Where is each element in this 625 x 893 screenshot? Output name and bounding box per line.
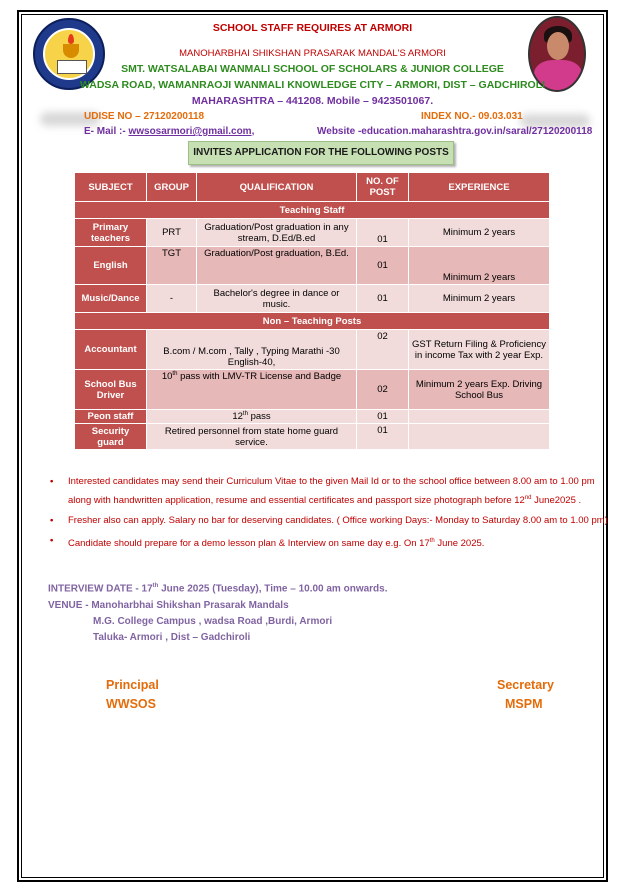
cell-group: - <box>147 285 197 313</box>
col-header-experience: EXPERIENCE <box>409 173 550 202</box>
qualification-pre: 12 <box>232 411 243 423</box>
list-item <box>48 533 608 552</box>
cell-subject: Primary teachers <box>75 219 147 247</box>
list-item <box>48 513 608 529</box>
cell-experience: Minimum 2 years <box>409 285 550 313</box>
principal-title: Principal <box>106 678 159 692</box>
col-header-group: GROUP <box>147 173 197 202</box>
qualification-sup: th <box>172 371 178 377</box>
cell-posts: 02 <box>357 330 409 370</box>
cell-group: TGT <box>147 247 197 285</box>
cell-group: PRT <box>147 219 197 247</box>
lamp-flame-icon <box>68 34 74 44</box>
cell-subject: Peon staff <box>75 410 147 424</box>
venue-label: VENUE - Manoharbhai Shikshan Prasarak Mandals <box>48 600 289 611</box>
cell-experience: Minimum 2 years Exp. Driving School Bus <box>409 370 550 410</box>
venue-line-3: Taluka- Armori , Dist – Gadchiroli <box>93 632 251 643</box>
table-header-row <box>75 173 550 202</box>
section-non-teaching-label: Non – Teaching Posts <box>75 313 550 330</box>
secretary-org: MSPM <box>505 697 543 711</box>
secretary-title: Secretary <box>497 678 554 692</box>
table-row <box>75 410 550 424</box>
venue-line-2: M.G. College Campus , wadsa Road ,Burdi, Armori <box>93 616 333 627</box>
col-header-subject: SUBJECT <box>75 173 147 202</box>
mandal-name: MANOHARBHAI SHIKSHAN PRASARAK MANDAL'S ARMORI <box>179 48 446 59</box>
address-line-2: MAHARASHTRA – 441208. Mobile – 9423501067. <box>191 95 434 107</box>
posts-table <box>74 172 550 450</box>
cell-qualification: Graduation/Post graduation in any stream, D.Ed/B.ed <box>197 219 357 247</box>
cell-qualification: Bachelor's degree in dance or music. <box>197 285 357 313</box>
cell-qualification <box>147 370 357 410</box>
udise-number: UDISE NO – 27120200118 <box>84 111 205 122</box>
cell-subject: English <box>75 247 147 285</box>
note-3-sup: th <box>429 538 435 545</box>
cell-subject: Music/Dance <box>75 285 147 313</box>
interview-post: June 2025 (Tuesday), Time – 10.00 am onwards. <box>158 583 388 595</box>
posts-banner: INVITES APPLICATION FOR THE FOLLOWING POSTS <box>188 141 454 165</box>
interview-pre: INTERVIEW DATE - 17 <box>48 583 153 595</box>
address-line-1: WADSA ROAD, WAMANRAOJI WANMALI KNOWLEDGE CITY – ARMORI, DIST – GADCHIROLI <box>79 79 546 91</box>
table-row <box>75 285 550 313</box>
cell-qualification <box>147 410 357 424</box>
col-header-qualification: QUALIFICATION <box>197 173 357 202</box>
cell-posts: 01 <box>357 247 409 285</box>
cell-subject: Accountant <box>75 330 147 370</box>
cell-posts: 01 <box>357 285 409 313</box>
note-3-date: June 2025. <box>434 538 485 550</box>
qualification-sup: th <box>242 411 248 417</box>
note-1-text: Interested candidates may send their Curriculum Vitae to the given Mail Id or to the school office between 8.00 am to 1.00 pm along with handwritten application, resume and essential certificates and passport size photograph before 12 <box>68 476 595 507</box>
interview-date <box>48 583 388 594</box>
cell-experience <box>409 410 550 424</box>
school-name: SMT. WATSALABAI WANMALI SCHOOL OF SCHOLARS & JUNIOR COLLEGE <box>121 63 504 75</box>
interview-sup: th <box>152 583 159 589</box>
note-1-date: June2025 . <box>531 495 582 507</box>
note-1-sup: nd <box>524 495 532 501</box>
cell-qualification: Retired personnel from state home guard service. <box>147 424 357 450</box>
cell-subject: Security guard <box>75 424 147 450</box>
table-row <box>75 330 550 370</box>
index-number: INDEX NO.- 09.03.031 <box>421 111 523 122</box>
notes-list <box>48 474 608 556</box>
cell-experience: GST Return Filing & Proficiency in income Tax with 2 year Exp. <box>409 330 550 370</box>
table-row <box>75 370 550 410</box>
section-row-teaching <box>75 202 550 219</box>
table-row <box>75 424 550 450</box>
cell-experience: Minimum 2 years <box>409 219 550 247</box>
qualification-post: pass with LMV-TR License and Badge <box>177 371 342 383</box>
email-suffix: , <box>251 126 255 137</box>
note-2-text: Fresher also can apply. Salary no bar for deserving candidates. ( Office working Days:- Monday to Saturday 8.00 am to 1.00 pm) <box>68 515 608 527</box>
table-row <box>75 247 550 285</box>
qualification-pre: 10 <box>161 371 173 383</box>
cell-qualification: B.com / M.com , Tally , Typing Marathi -30 English-40, <box>147 330 357 370</box>
table-row <box>75 219 550 247</box>
section-row-non-teaching <box>75 313 550 330</box>
website-link[interactable]: Website -education.maharashtra.gov.in/saral/27120200118 <box>317 126 593 137</box>
cell-experience <box>409 424 550 450</box>
page-title: SCHOOL STAFF REQUIRES AT ARMORI <box>212 22 413 34</box>
cell-posts: 01 <box>357 424 409 450</box>
col-header-posts: NO. OF POST <box>357 173 409 202</box>
cell-experience: Minimum 2 years <box>409 247 550 285</box>
list-item <box>48 474 608 509</box>
qualification-post: pass <box>247 411 271 423</box>
cell-posts: 02 <box>357 370 409 410</box>
cell-posts: 01 <box>357 410 409 424</box>
email-label: E- Mail :- <box>84 126 129 137</box>
cell-posts: 01 <box>357 219 409 247</box>
cell-subject: School Bus Driver <box>75 370 147 410</box>
note-3-text: Candidate should prepare for a demo lesson plan & Interview on same day e.g. On 17 <box>68 538 430 550</box>
principal-org: WWSOS <box>106 697 156 711</box>
email-line <box>84 126 254 137</box>
email-link[interactable]: wwsosarmori@gmail.com <box>128 126 252 137</box>
cell-qualification: Graduation/Post graduation, B.Ed. <box>197 247 357 285</box>
section-teaching-label: Teaching Staff <box>75 202 550 219</box>
